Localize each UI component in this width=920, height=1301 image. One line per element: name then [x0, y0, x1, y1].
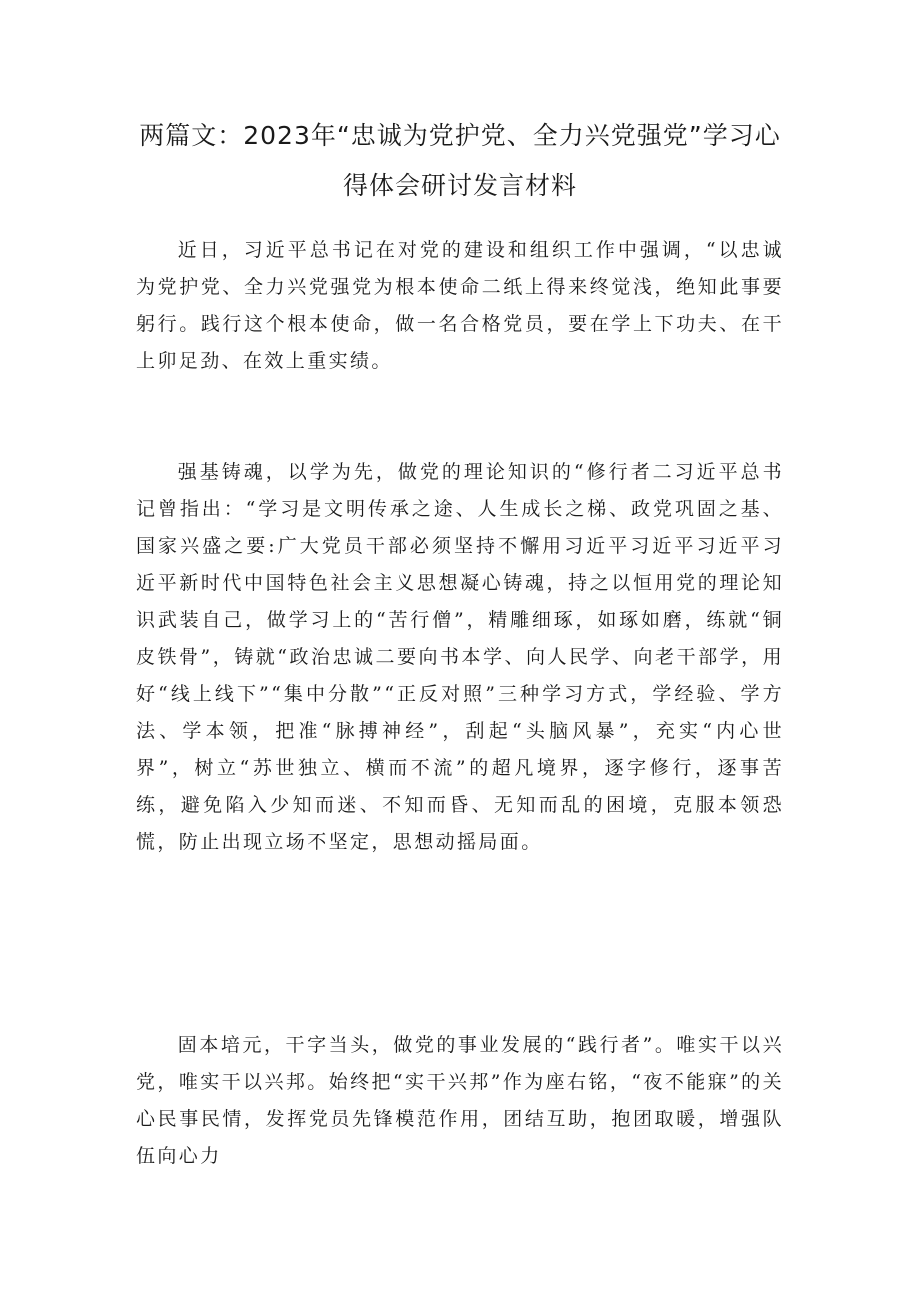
paragraph-1: 近日，习近平总书记在对党的建设和组织工作中强调，“以忠诚为党护党、全力兴党强党为根本使命二纸上得来终觉浅，绝知此事要躬行。践行这个根本使命，做一名合格党员，要在学上下功夫、在干上卯足劲、在效上重实绩。 — [136, 239, 784, 372]
paragraph-2: 强基铸魂，以学为先，做党的理论知识的“修行者二习近平总书记曾指出：“学习是文明传承之途、人生成长之梯、政党巩固之基、国家兴盛之要:广大党员干部必须坚持不懈用习近平习近平习近平习近平新时代中国特色社会主义思想凝心铸魂，持之以恒用党的理论知识武装自己，做学习上的“苦行僧”，精雕细琢，如琢如磨，练就“铜皮铁骨”，铸就“政治忠诚二要向书本学、向人民学、向老干部学，用好“线上线下”“集中分散”“正反对照”三种学习方式，学经验、学方法、学本领，把准“脉搏神经”，刮起“头脑风暴”，充实“内心世界”，树立“苏世独立、横而不流”的超凡境界，逐字修行，逐事苦练，避免陷入少知而迷、不知而昏、无知而乱的困境，克服本领恐慌，防止出现立场不坚定，思想动摇局面。 — [136, 461, 784, 853]
paragraph-3: 固本培元，干字当头，做党的事业发展的“践行者”。唯实干以兴党，唯实干以兴邦。始终把“实干兴邦”作为座右铭，“夜不能寐”的关心民事民情，发挥党员先锋模范作用，团结互助，抱团取暖，增强队伍向心力 — [136, 1034, 784, 1167]
document-title: 两篇文：2023年“忠诚为党护党、全力兴党强党”学习心得体会研讨发言材料 — [139, 121, 781, 200]
